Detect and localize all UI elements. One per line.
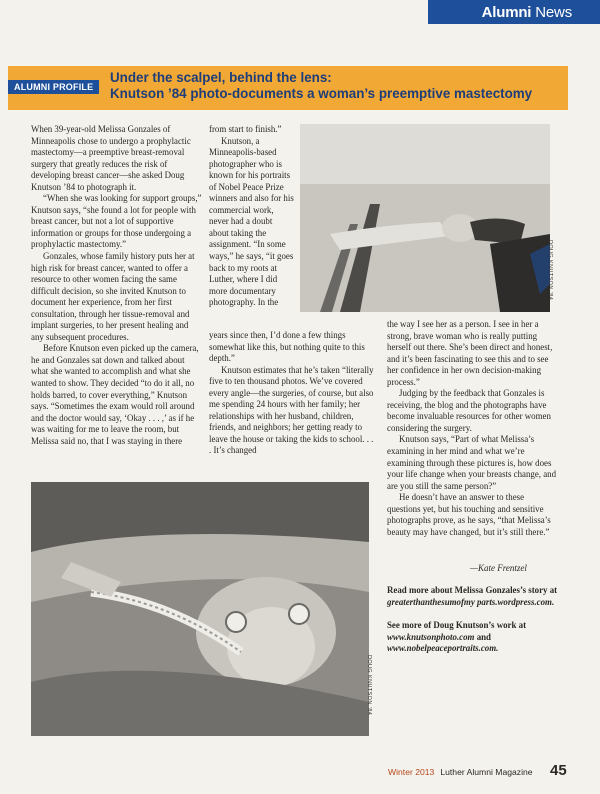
hands-photo-illustration bbox=[300, 124, 550, 312]
hospital-hands-photo bbox=[300, 124, 550, 312]
read-more-work bbox=[387, 620, 567, 655]
paragraph: years since then, I’d done a few things somewhat like this, but nothing quite to this depth.” bbox=[209, 330, 365, 364]
column-2-top bbox=[209, 124, 294, 309]
photo-credit-top: DOUG KNUTSON ’84 bbox=[547, 240, 553, 301]
section-name: Alumni bbox=[481, 3, 532, 21]
blog-link[interactable]: greaterthanthesumofmy parts.wordpress.com. bbox=[387, 596, 555, 607]
headline bbox=[110, 70, 562, 102]
paragraph: Judging by the feedback that Gonzales is receiving, the blog and the photographs have become invaluable resources for other women considering the surgery. bbox=[387, 388, 551, 433]
paragraph: Before Knutson even picked up the camera, he and Gonzales sat down and talked about what she wanted to accomplish and what she wanted to show. They decided “to do it all, no holds barred, to cover everything,” Knutson says. “Sometimes the exam would roll around and the doctor would say, ‘Okay . . . ,’ as if he was waiting for me to leave the room, but Melissa said no, that I was staying in there bbox=[31, 343, 199, 446]
read-more bbox=[387, 585, 567, 655]
issue-date: Winter 2013 bbox=[388, 767, 435, 777]
paragraph: He doesn’t have an answer to these questions yet, but his touching and sensitive photographs prove, as he says, “that Melissa’s beauty may have changed, but it’s still there.” bbox=[387, 492, 551, 537]
page-footer bbox=[388, 767, 533, 777]
read-more-story bbox=[387, 585, 567, 608]
paragraph: from start to finish.” bbox=[209, 124, 282, 134]
paragraph: Knutson estimates that he’s taken “literally five to ten thousand photos. We’ve covered every angle—the surgeries, of course, but also me spending 24 hours with her family; her relationships with her husband, children, friends, and neighbors; her getting ready to leave the house or taking the kids to school. . . . It’s changed bbox=[209, 364, 374, 456]
read-more-and: and bbox=[476, 631, 491, 642]
byline: —Kate Frentzel bbox=[470, 563, 527, 573]
read-more-story-text: Read more about Melissa Gonzales’s story at bbox=[387, 585, 558, 595]
paragraph: the way I see her as a person. I see in her a strong, brave woman who is really putting herself out there. She’s been direct and honest, and it’s been fascinating to see this and to see her confidence in her own decision-making process.” bbox=[387, 319, 553, 387]
surgery-patient-photo bbox=[31, 482, 369, 736]
headline-band bbox=[8, 66, 568, 110]
column-1 bbox=[31, 124, 203, 447]
knutson-site-link[interactable]: www.knutsonphoto.com bbox=[387, 631, 475, 642]
column-2-bottom bbox=[209, 330, 377, 457]
nobel-portraits-link[interactable]: www.nobelpeaceportraits.com. bbox=[387, 643, 499, 654]
section-tab bbox=[428, 0, 600, 24]
magazine-title: Luther Alumni Magazine bbox=[440, 767, 533, 777]
column-3 bbox=[387, 319, 557, 538]
headline-line-2: Knutson ’84 photo-documents a woman’s preemptive mastectomy bbox=[110, 86, 533, 101]
headline-line-1: Under the scalpel, behind the lens: bbox=[110, 70, 332, 85]
surgery-photo-illustration bbox=[31, 482, 369, 736]
paragraph: “When she was looking for support groups,” Knutson says, “she found a lot for people with breast cancer, but not a lot of supportive information or groups for those undergoing a prophylactic mastectomy.” bbox=[31, 193, 202, 250]
read-more-work-text: See more of Doug Knutson’s work at bbox=[387, 620, 527, 631]
section-subname: News bbox=[535, 3, 572, 21]
profile-label: ALUMNI PROFILE bbox=[8, 80, 99, 94]
paragraph: Knutson, a Minneapolis-based photographer who is known for his portraits of Nobel Peace Prize winners and also for his commercial work, never had a doubt about taking the assignment. “In some ways,” he says, “it goes back to my roots at Luther, where I did more documentary photography. In the bbox=[209, 135, 294, 308]
photo-credit-main: DOUG KNUTSON ’84 bbox=[366, 655, 372, 716]
page-number: 45 bbox=[550, 762, 567, 779]
paragraph: Gonzales, whose family history puts her at high risk for breast cancer, wanted to offer a resource to other women facing the same difficult decision, so she invited Knutson to document her experience, from her first consultation, through her tissue-removal and implant surgeries, to her present healing and any subsequent procedures. bbox=[31, 251, 195, 342]
paragraph: Knutson says, “Part of what Melissa’s examining in her mind and what we’re examining through these pictures is, how does your life change when your breasts change, and are you still the same person?” bbox=[387, 434, 557, 491]
paragraph: When 39-year-old Melissa Gonzales of Minneapolis chose to undergo a prophylactic mastectomy—a preemptive breast-removal surgery that greatly reduces the risk of developing breast cancer—she asked Doug Knutson ’84 to photograph it. bbox=[31, 124, 191, 192]
